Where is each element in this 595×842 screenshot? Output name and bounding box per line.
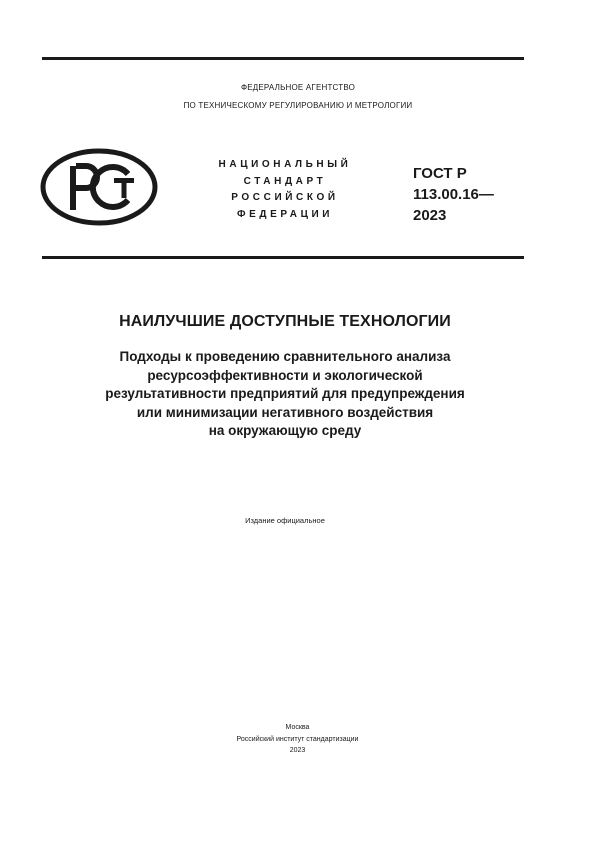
publisher-imprint <box>0 722 595 757</box>
national-standard-label <box>190 157 380 223</box>
rst-emblem-icon <box>40 148 158 226</box>
document-subtitle <box>30 348 540 441</box>
national-standard-line: ФЕДЕРАЦИИ <box>236 208 334 220</box>
imprint-year: 2023 <box>289 747 306 754</box>
official-edition-note: Издание официальное <box>245 516 325 525</box>
subtitle-line: Подходы к проведению сравнительного анализа <box>119 349 451 364</box>
top-divider <box>42 57 524 60</box>
subtitle-line: ресурсоэффективности и экологической <box>147 367 423 383</box>
subtitle-line: результативности предприятий для предупреждения <box>105 386 465 401</box>
imprint-city: Москва <box>285 724 310 731</box>
agency-name-line-1: ФЕДЕРАЛЬНОЕ АГЕНТСТВО <box>240 83 356 92</box>
national-standard-line: СТАНДАРТ <box>243 175 327 187</box>
agency-name-line-2: ПО ТЕХНИЧЕСКОМУ РЕГУЛИРОВАНИЮ И МЕТРОЛОГИИ <box>183 101 413 110</box>
imprint-publisher: Российский институт стандартизации <box>236 735 359 743</box>
national-standard-line: НАЦИОНАЛЬНЫЙ <box>218 159 352 170</box>
designation-line: 2023 <box>413 207 447 224</box>
middle-divider <box>42 256 524 259</box>
designation-line: ГОСТ Р <box>413 165 467 182</box>
national-standard-line: РОССИЙСКОЙ <box>231 192 339 203</box>
document-title: НАИЛУЧШИЕ ДОСТУПНЫЕ ТЕХНОЛОГИИ <box>119 313 451 330</box>
subtitle-line: или минимизации негативного воздействия <box>136 404 434 420</box>
subtitle-line: на окружающую среду <box>208 423 362 438</box>
designation-line: 113.00.16— <box>413 186 494 203</box>
standard-designation <box>413 163 494 226</box>
